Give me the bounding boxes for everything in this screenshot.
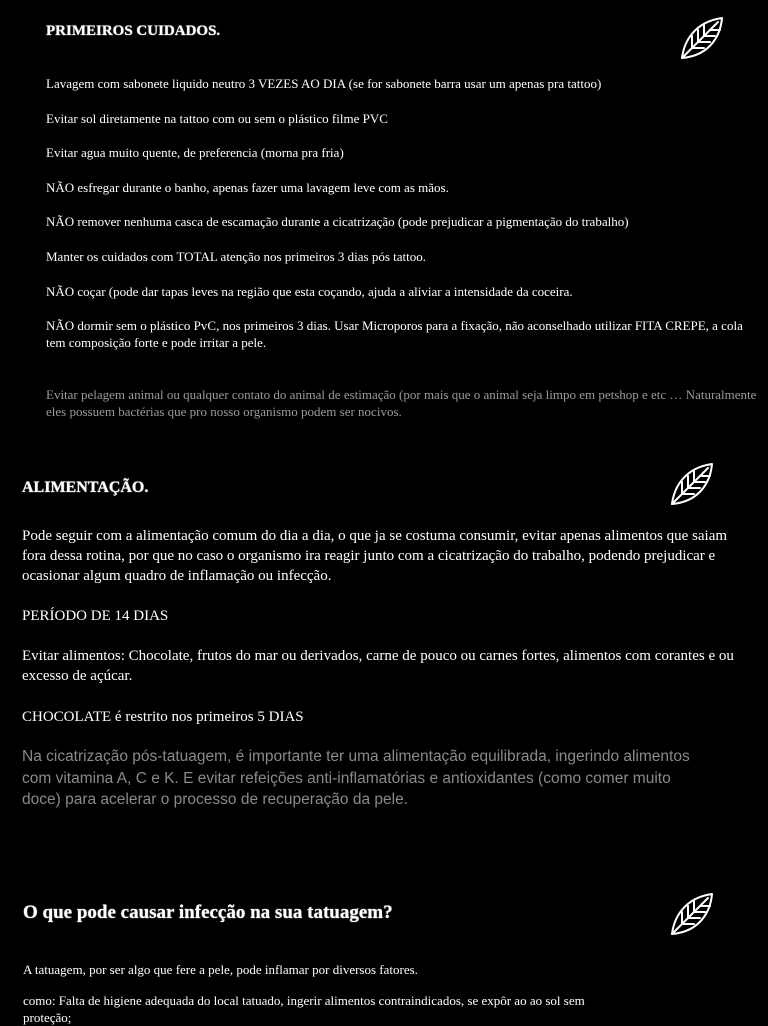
period-label: PERÍODO DE 14 DIAS	[22, 608, 169, 624]
care-item-4: NÃO esfregar durante o banho, apenas fazer uma lavagem leve com as mãos.	[46, 180, 449, 195]
infection-intro: A tatuagem, por ser algo que fere a pele, pode inflamar por diversos fatores.	[23, 962, 418, 977]
diet-intro: Pode seguir com a alimentação comum do dia a dia, o que ja se costuma consumir, evitar apenas alimentos que saiam fora dessa rotina, por que no caso o organismo ira reagir junto com a cicatrização do trabalho, podendo prejudicar e ocasionar algum quadro de inflamação ou infecção.	[22, 528, 728, 584]
care-item-1: Lavagem com sabonete liquido neutro 3 VEZES AO DIA (se for sabonete barra usar um apenas pra tattoo)	[46, 76, 602, 91]
leaf-icon	[678, 14, 726, 62]
care-item-7: NÃO coçar (pode dar tapas leves na região que esta coçando, ajuda a aliviar a intensidade da coceira.	[46, 284, 573, 299]
care-item-6: Manter os cuidados com TOTAL atenção nos primeiros 3 dias pós tattoo.	[46, 249, 426, 264]
care-item-3: Evitar agua muito quente, de preferencia (morna pra fria)	[46, 145, 344, 160]
infection-causes: como: Falta de higiene adequada do local tatuado, ingerir alimentos contraindicados, se expôr ao ao sol sem proteção;	[23, 993, 585, 1025]
care-item-5: NÃO remover nenhuma casca de escamação durante a cicatrização (pode prejudicar a pigmentação do trabalho)	[46, 214, 629, 229]
section2-title: ALIMENTAÇÃO.	[22, 479, 149, 496]
section1-title: PRIMEIROS CUIDADOS.	[46, 23, 221, 39]
care-item-2: Evitar sol diretamente na tattoo com ou sem o plástico filme PVC	[46, 111, 388, 126]
pet-note: Evitar pelagem animal ou qualquer contato do animal de estimação (por mais que o animal seja limpo em petshop e etc … Naturalmente eles possuem bactérias que pro nosso organismo podem ser nocivos.	[46, 387, 757, 419]
care-item-8: NÃO dormir sem o plástico PvC, nos primeiros 3 dias. Usar Microporos para a fixação, não aconselhado utilizar FITA CREPE, a cola tem composição forte e pode irritar a pele.	[46, 318, 743, 350]
section3-title: O que pode causar infecção na sua tatuagem?	[23, 902, 393, 923]
avoid-foods: Evitar alimentos: Chocolate, frutos do mar ou derivados, carne de pouco ou carnes fortes, alimentos com corantes e ou excesso de açúcar.	[22, 648, 734, 684]
nutrition-note: Na cicatrização pós-tatuagem, é importante ter uma alimentação equilibrada, ingerindo alimentos com vitamina A, C e K. E evitar refeições anti-inflamatórias e antioxidantes (como comer muito doce) para acelerar o processo de recuperação da pele.	[22, 748, 690, 808]
leaf-icon	[668, 890, 716, 938]
leaf-icon	[668, 460, 716, 508]
chocolate-note: CHOCOLATE é restrito nos primeiros 5 DIAS	[22, 709, 304, 725]
